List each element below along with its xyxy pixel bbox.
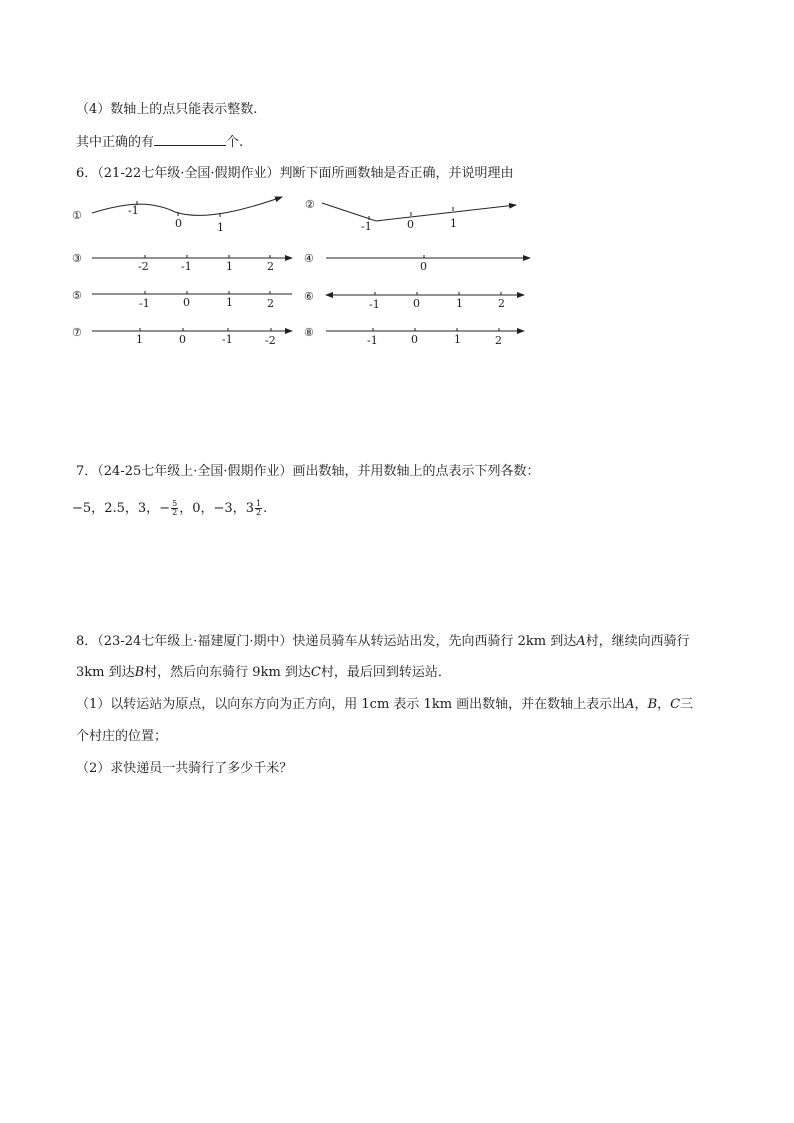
axis-6-tick-label: -1 xyxy=(369,298,380,311)
axis-5-tick-label: 2 xyxy=(267,297,274,310)
axis-8-tick-label: 2 xyxy=(495,334,502,347)
q6-title: 6．（21-22七年级·全国·假期作业）判断下面所画数轴是否正确，并说明理由 xyxy=(76,166,514,181)
q8-part1 xyxy=(76,697,693,713)
axis-1-label: ① xyxy=(72,209,82,222)
axis-2-tick-label: -1 xyxy=(361,220,372,233)
var-a: A xyxy=(576,634,586,649)
q7-end: . xyxy=(263,501,268,516)
axis-3-tick-label: -2 xyxy=(138,260,149,273)
q8-text: 3km 到达 xyxy=(76,665,135,680)
q8-text: 8．（23-24七年级上·福建厦门·期中）快递员骑车从转运站出发，先向西骑行 2km 到达 xyxy=(76,634,577,649)
axis-5-label: ⑤ xyxy=(72,289,82,302)
q5-answer-suffix: 个. xyxy=(226,135,244,150)
axis-7-tick-label: -1 xyxy=(222,333,233,346)
q7-mixed-number xyxy=(246,499,263,519)
q8-text: 村，继续向西骑行 xyxy=(585,634,690,649)
mixed-whole: 3 xyxy=(245,501,254,516)
q8-part1-line2: 个村庄的位置； xyxy=(76,729,168,744)
var-a: A xyxy=(625,697,635,712)
q8-text: 村，最后回到转运站． xyxy=(320,665,451,680)
q8-line1 xyxy=(76,634,690,650)
fraction-numerator: 5 xyxy=(172,499,178,508)
q8-sep: ， xyxy=(634,697,648,712)
q7-sep: ， xyxy=(232,501,246,516)
q7-sep: ， xyxy=(146,501,160,516)
axis-4-label: ④ xyxy=(304,252,314,265)
q8-sep: ， xyxy=(657,697,671,712)
axis-5-tick-label: 0 xyxy=(183,296,190,309)
axis-2-tick-label: 1 xyxy=(450,217,457,230)
fraction-denominator: 2 xyxy=(255,508,262,517)
number-line-figure xyxy=(0,0,794,360)
q8-line2 xyxy=(76,665,451,681)
axis-2-tick-label: 0 xyxy=(407,218,414,231)
fraction-denominator: 2 xyxy=(172,508,178,517)
axis-3-tick-label: -1 xyxy=(181,260,192,273)
q7-title: 7．（24-25七年级上·全国·假期作业）画出数轴，并用数轴上的点表示下列各数： xyxy=(76,464,540,479)
axis-8-tick-label: 1 xyxy=(454,333,461,346)
q7-number: 0 xyxy=(192,501,201,516)
axis-1-tick-label: 0 xyxy=(175,217,182,230)
q7-sep: ， xyxy=(179,501,193,516)
axis-7-label: ⑦ xyxy=(72,326,82,339)
axis-8-tick-label: -1 xyxy=(367,334,378,347)
q7-neg-sign: − xyxy=(159,501,171,516)
axis-6-label: ⑥ xyxy=(304,290,314,303)
q8-part2: （2）求快递员一共骑行了多少千米？ xyxy=(76,761,293,776)
q8-text: （1）以转运站为原点，以向东方向为正方向，用 1cm 表示 1km 画出数轴，并在数轴上表示出 xyxy=(76,697,626,712)
axis-6-tick-label: 2 xyxy=(498,297,505,310)
axis-5-tick-label: 1 xyxy=(226,296,233,309)
var-b: B xyxy=(647,697,658,712)
q7-sep: ， xyxy=(200,501,214,516)
q8-text: 村，然后向东骑行 9km 到达 xyxy=(144,665,311,680)
axis-1-tick-label: -1 xyxy=(128,204,139,217)
var-c: C xyxy=(670,697,681,712)
fraction-numerator: 1 xyxy=(255,499,262,508)
q5-answer-prefix: 其中正确的有 xyxy=(76,135,155,150)
axis-8-tick-label: 0 xyxy=(411,333,418,346)
axis-7-tick-label: -2 xyxy=(265,334,276,347)
axis-7-tick-label: 0 xyxy=(179,333,186,346)
axis-7-tick-label: 1 xyxy=(136,333,143,346)
q7-sep: ， xyxy=(91,501,105,516)
q7-number: 2.5 xyxy=(104,501,125,516)
q7-fraction xyxy=(171,500,178,517)
axis-3-tick-label: 1 xyxy=(226,260,233,273)
axis-3-label: ③ xyxy=(72,252,82,265)
axis-8-label: ⑧ xyxy=(304,326,314,339)
q5-item4: （4）数轴上的点只能表示整数. xyxy=(76,102,258,117)
q7-number: −5 xyxy=(72,501,92,516)
axis-5-tick-label: -1 xyxy=(139,297,150,310)
axis-6-tick-label: 1 xyxy=(456,297,463,310)
var-c: C xyxy=(310,665,321,680)
axis-4-tick-label: 0 xyxy=(420,260,427,273)
axis-3-tick-label: 2 xyxy=(267,260,274,273)
axis-2-line xyxy=(322,203,516,221)
axis-1-tick-label: 1 xyxy=(217,221,224,234)
axis-6-tick-label: 0 xyxy=(413,297,420,310)
var-b: B xyxy=(134,665,145,680)
axis-2-label: ② xyxy=(305,198,315,211)
q7-number: −3 xyxy=(213,501,233,516)
axis-1-line xyxy=(92,197,282,215)
q8-text: 三 xyxy=(680,697,694,712)
q7-number: 3 xyxy=(137,501,147,516)
q7-sep: ， xyxy=(124,501,138,516)
q7-numbers xyxy=(72,499,267,519)
mixed-fraction xyxy=(255,500,262,517)
